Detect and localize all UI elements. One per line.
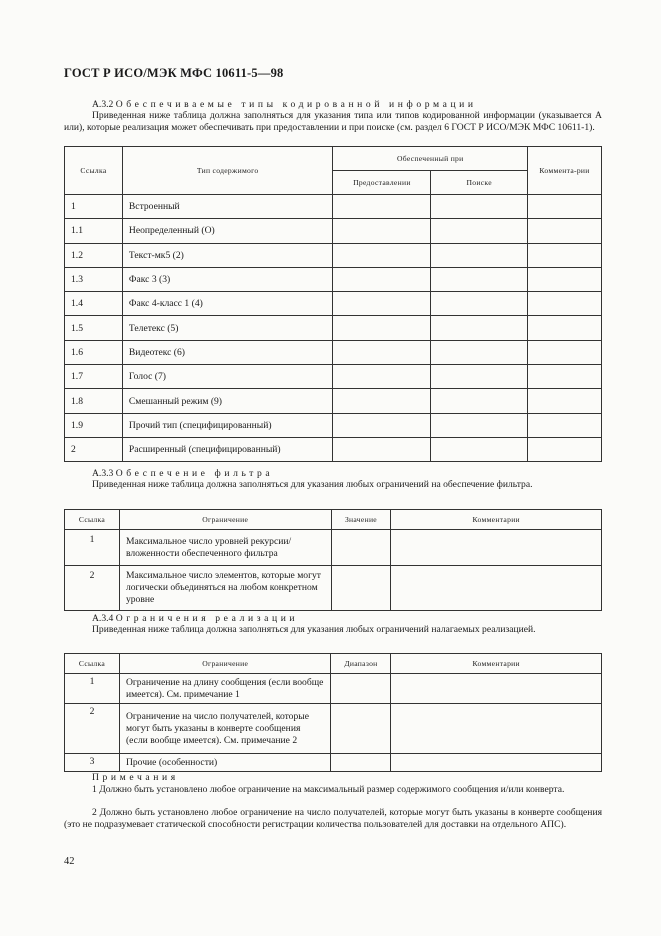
- header-limit: Ограничение: [119, 510, 331, 530]
- ref-cell: 1.1: [65, 219, 123, 243]
- ref-cell: 1.4: [65, 292, 123, 316]
- content-type-cell: Встроенный: [122, 195, 333, 219]
- table-row: [65, 704, 602, 754]
- retrieval-cell[interactable]: [431, 195, 528, 219]
- comment-cell[interactable]: [391, 566, 602, 611]
- value-cell[interactable]: [331, 530, 391, 566]
- retrieval-cell[interactable]: [431, 316, 528, 340]
- submission-cell[interactable]: [333, 389, 431, 413]
- content-type-cell: Текст-мк5 (2): [122, 243, 333, 267]
- content-type-cell: Факс 4-класс 1 (4): [122, 292, 333, 316]
- header-range: Диапазон: [331, 654, 391, 674]
- section-a32-heading: [92, 99, 602, 111]
- filter-table: [64, 509, 602, 611]
- section-a34-heading: [92, 613, 602, 625]
- range-cell[interactable]: [331, 674, 391, 704]
- header-submission: Предоставлении: [333, 171, 431, 195]
- section-a34-paragraph: Приведенная ниже таблица должна заполняться для указания любых ограничений налагаемых реализацией.: [92, 624, 536, 635]
- submission-cell[interactable]: [333, 316, 431, 340]
- ref-cell: 1: [65, 195, 123, 219]
- table-row: [65, 389, 602, 413]
- comment-cell[interactable]: [528, 267, 602, 291]
- section-a33-paragraph: Приведенная ниже таблица должна заполняться для указания любых ограничений на обеспечение фильтра.: [92, 479, 533, 490]
- ref-cell: 1.7: [65, 365, 123, 389]
- table-row: [65, 674, 602, 704]
- retrieval-cell[interactable]: [431, 389, 528, 413]
- table-row: [65, 340, 602, 364]
- limit-cell: Прочие (особенности): [119, 754, 331, 772]
- ref-cell: 2: [65, 437, 123, 461]
- note-2: 2 Должно быть установлено любое ограничение на число получателей, которые могут быть указаны в конверте сообщения (это не подразумевает статической способности регистрации количества пользователей для доставки на отдельного АПС).: [64, 807, 602, 830]
- ref-cell: 1: [65, 674, 120, 704]
- page-number: 42: [64, 856, 75, 867]
- retrieval-cell[interactable]: [431, 243, 528, 267]
- table-row: [65, 243, 602, 267]
- table-row: [65, 413, 602, 437]
- submission-cell[interactable]: [333, 413, 431, 437]
- content-type-cell: Голос (7): [122, 365, 333, 389]
- header-ref: Ссылка: [65, 147, 123, 195]
- section-a32-title: Обеспечиваемые типы кодированной информации: [115, 99, 477, 110]
- submission-cell[interactable]: [333, 437, 431, 461]
- retrieval-cell[interactable]: [431, 219, 528, 243]
- section-a32-paragraph: Приведенная ниже таблица должна заполняться для указания типа или типов кодированной информации (указывается А или), которые реализация может обеспечивать при предоставлении и при поиске (см. раздел 6 ГОСТ Р ИСО/МЭК МФС 10611-1).: [64, 110, 602, 133]
- ref-cell: 1: [65, 530, 120, 566]
- comment-cell[interactable]: [528, 292, 602, 316]
- retrieval-cell[interactable]: [431, 413, 528, 437]
- limit-cell: Ограничение на длину сообщения (если вообще имеется). См. примечание 1: [119, 674, 331, 704]
- note-1: 1 Должно быть установлено любое ограничение на максимальный размер содержимого сообщения и/или конверта.: [92, 784, 565, 795]
- submission-cell[interactable]: [333, 292, 431, 316]
- retrieval-cell[interactable]: [431, 437, 528, 461]
- content-type-cell: Расширенный (специфицированный): [122, 437, 333, 461]
- ref-cell: 2: [65, 704, 120, 754]
- content-type-cell: Смешанный режим (9): [122, 389, 333, 413]
- value-cell[interactable]: [331, 566, 391, 611]
- header-value: Значение: [331, 510, 391, 530]
- ref-cell: 1.2: [65, 243, 123, 267]
- table-row: [65, 365, 602, 389]
- comment-cell[interactable]: [391, 674, 602, 704]
- retrieval-cell[interactable]: [431, 292, 528, 316]
- document-header: ГОСТ Р ИСО/МЭК МФС 10611-5—98: [64, 66, 284, 80]
- ref-cell: 1.3: [65, 267, 123, 291]
- section-a34-number: А.3.4: [92, 613, 114, 624]
- content-type-cell: Факс 3 (3): [122, 267, 333, 291]
- section-a34-title: Ограничения реализации: [115, 613, 299, 624]
- table-row: [65, 530, 602, 566]
- section-a33-number: А.3.3: [92, 468, 114, 479]
- range-cell[interactable]: [331, 704, 391, 754]
- table-row: [65, 292, 602, 316]
- ref-cell: 1.5: [65, 316, 123, 340]
- retrieval-cell[interactable]: [431, 267, 528, 291]
- content-type-cell: Прочий тип (специфицированный): [122, 413, 333, 437]
- limit-cell: Максимальное число элементов, которые могут логически объединяться на любом конкретном уровне: [119, 566, 331, 611]
- comment-cell[interactable]: [528, 316, 602, 340]
- range-cell[interactable]: [331, 754, 391, 772]
- comment-cell[interactable]: [391, 704, 602, 754]
- header-ref: Ссылка: [65, 654, 120, 674]
- table-row: [65, 754, 602, 772]
- header-ref: Ссылка: [65, 510, 120, 530]
- table-row: [65, 267, 602, 291]
- comment-cell[interactable]: [391, 530, 602, 566]
- ref-cell: 2: [65, 566, 120, 611]
- section-a33-title: Обеспечение фильтра: [115, 468, 274, 479]
- comment-cell[interactable]: [528, 413, 602, 437]
- table-row: [65, 316, 602, 340]
- table-row: [65, 195, 602, 219]
- comment-cell[interactable]: [528, 389, 602, 413]
- header-comments: Коммента-рии: [528, 147, 602, 195]
- retrieval-cell[interactable]: [431, 340, 528, 364]
- limit-cell: Максимальное число уровней рекурсии/ вложенности обеспеченного фильтра: [119, 530, 331, 566]
- header-limit: Ограничение: [119, 654, 331, 674]
- comment-cell[interactable]: [528, 243, 602, 267]
- submission-cell[interactable]: [333, 219, 431, 243]
- comment-cell[interactable]: [391, 754, 602, 772]
- ref-cell: 3: [65, 754, 120, 772]
- table-row: [65, 566, 602, 611]
- comment-cell[interactable]: [528, 340, 602, 364]
- submission-cell[interactable]: [333, 365, 431, 389]
- content-type-cell: Телетекс (5): [122, 316, 333, 340]
- coded-info-table: [64, 146, 602, 462]
- content-type-cell: Неопределенный (О): [122, 219, 333, 243]
- header-retrieval: Поиске: [431, 171, 528, 195]
- header-comments: Комментарии: [391, 510, 602, 530]
- ref-cell: 1.6: [65, 340, 123, 364]
- submission-cell[interactable]: [333, 195, 431, 219]
- comment-cell[interactable]: [528, 365, 602, 389]
- header-content-type: Тип содержимого: [122, 147, 333, 195]
- comment-cell[interactable]: [528, 195, 602, 219]
- content-type-cell: Видеотекс (6): [122, 340, 333, 364]
- limit-cell: Ограничение на число получателей, которые могут быть указаны в конверте сообщения (если вообще имеется). См. примечание 2: [119, 704, 331, 754]
- notes-title: Примечания: [92, 772, 179, 783]
- ref-cell: 1.8: [65, 389, 123, 413]
- retrieval-cell[interactable]: [431, 365, 528, 389]
- table-row: [65, 219, 602, 243]
- header-provided: Обеспеченный при: [333, 147, 528, 171]
- submission-cell[interactable]: [333, 267, 431, 291]
- comment-cell[interactable]: [528, 219, 602, 243]
- submission-cell[interactable]: [333, 243, 431, 267]
- ref-cell: 1.9: [65, 413, 123, 437]
- comment-cell[interactable]: [528, 437, 602, 461]
- table-row: [65, 437, 602, 461]
- section-a32-number: А.3.2: [92, 99, 114, 110]
- implementation-limits-table: [64, 653, 602, 772]
- header-comments: Комментарии: [391, 654, 602, 674]
- section-a33-heading: [92, 468, 602, 480]
- submission-cell[interactable]: [333, 340, 431, 364]
